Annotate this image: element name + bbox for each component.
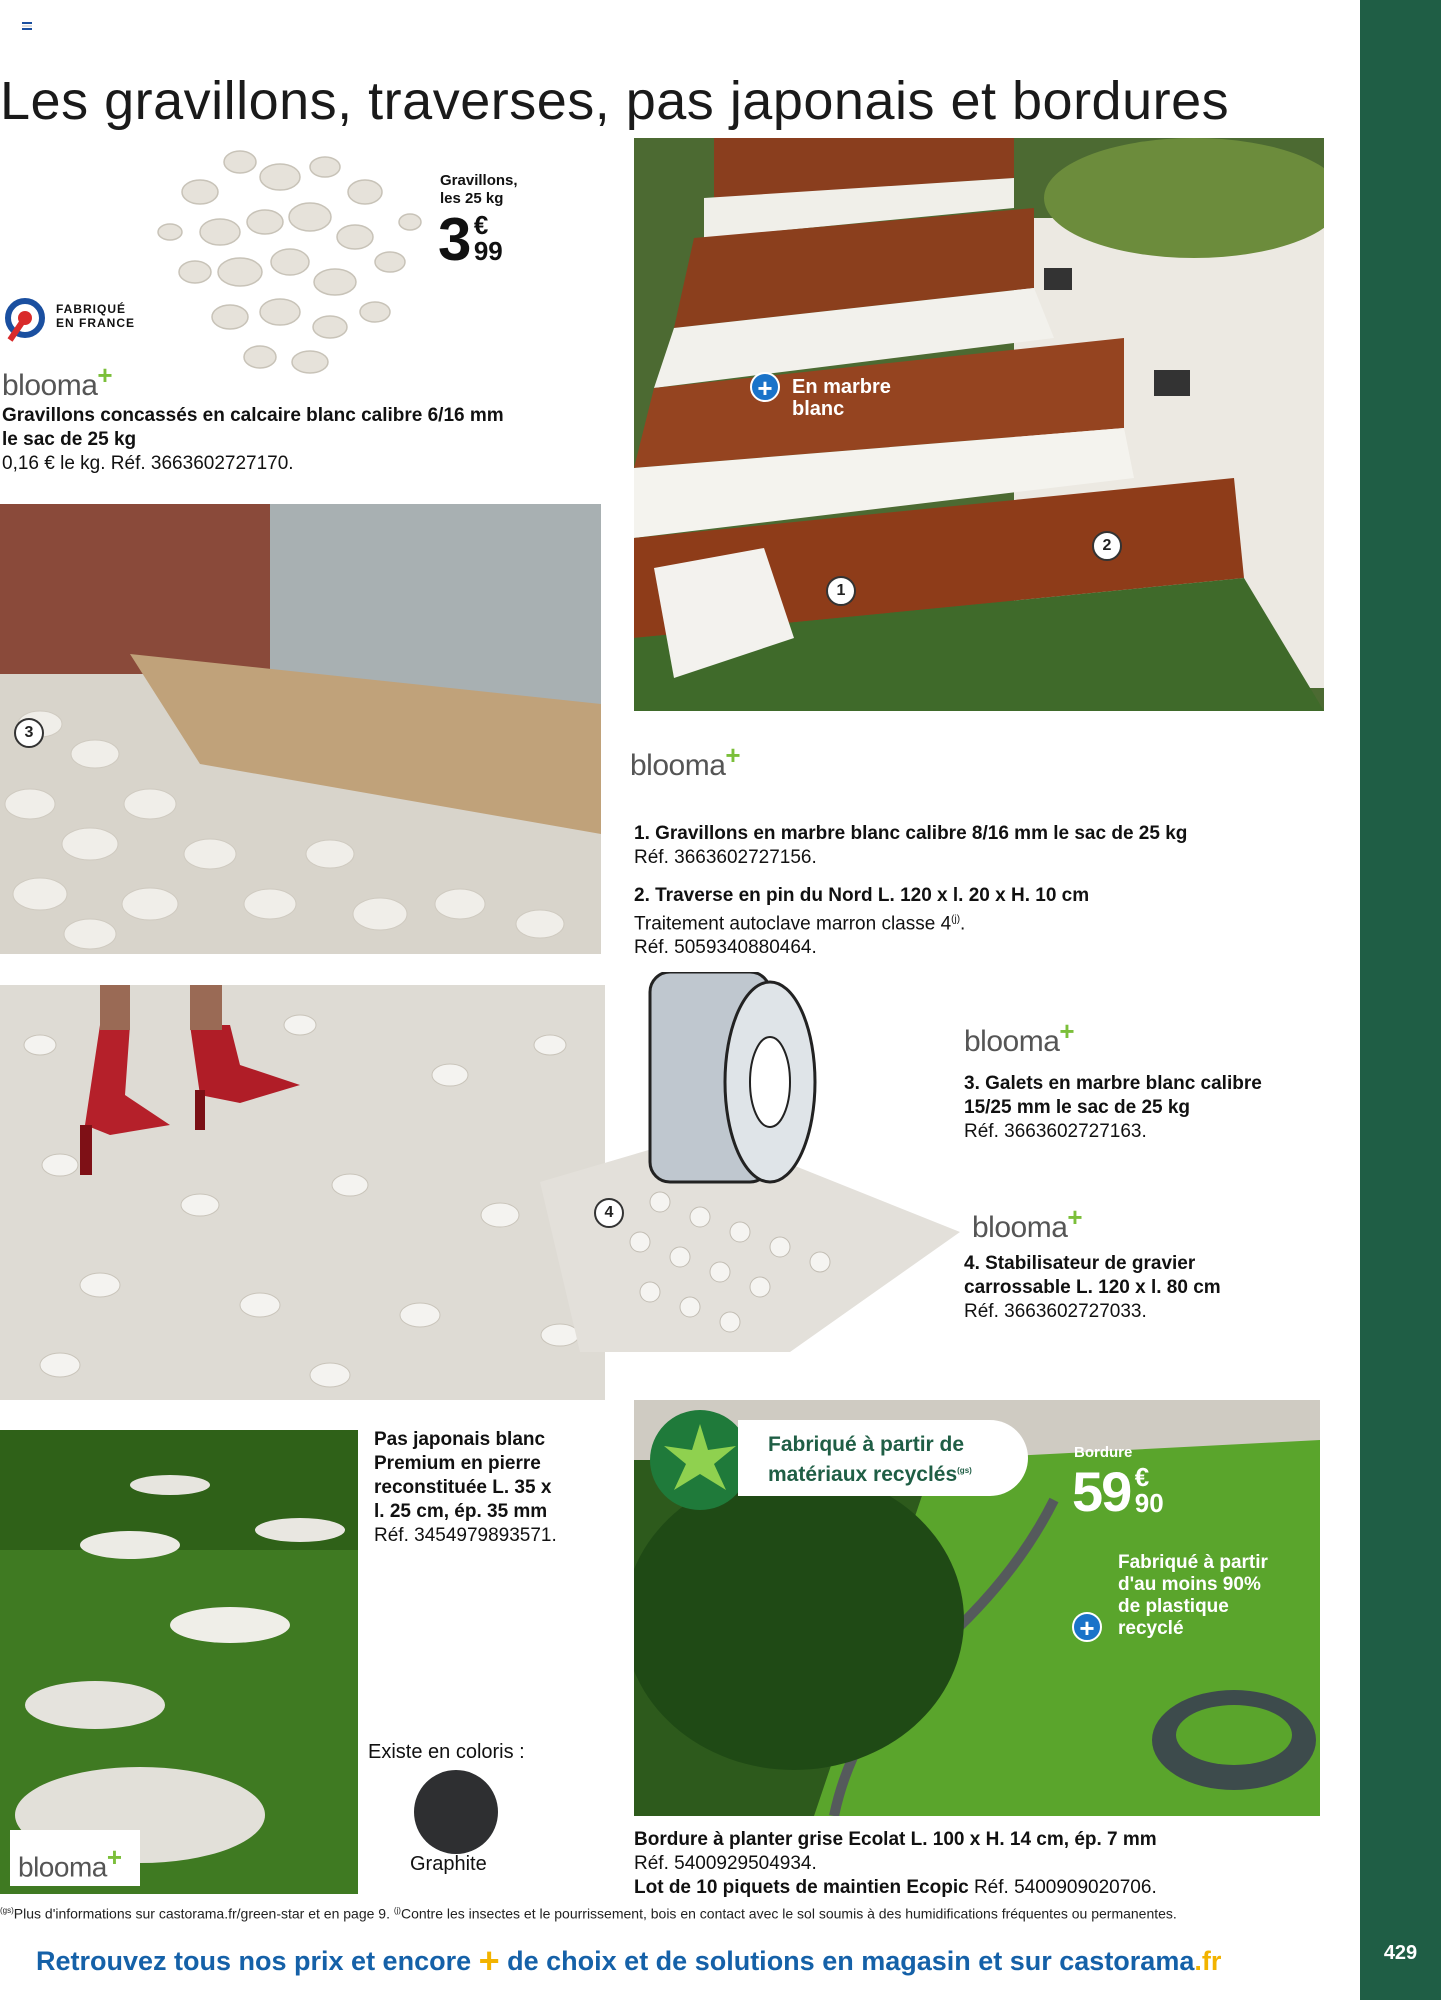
banner-line: Fabriqué à partir de: [768, 1433, 965, 1456]
product-ref: Réf. 3663602727156.: [634, 847, 817, 868]
stairs-illustration: [634, 138, 1324, 711]
green-star-badge: [650, 1410, 750, 1510]
number-badge-1: 1: [826, 576, 856, 606]
price-fraction: [474, 212, 503, 264]
page-title: Les gravillons, traverses, pas japonais et bordures: [0, 71, 1230, 131]
plus-icon: +: [1072, 1612, 1102, 1642]
stepping-stones-illustration: [0, 1430, 358, 1894]
brand-plus-icon: +: [725, 740, 741, 770]
price-label-line: les 25 kg: [440, 190, 504, 207]
gravillons-price-label: [440, 172, 518, 208]
blooma-logo: [972, 1202, 1082, 1245]
badge-line: EN FRANCE: [56, 316, 136, 330]
product-name: l. 25 cm, ép. 35 mm: [374, 1501, 548, 1522]
heels-illustration: [0, 985, 605, 1400]
callout-line: d'au moins 90%: [1118, 1574, 1261, 1595]
stairs-callout: [792, 376, 891, 420]
product-name: Premium en pierre: [374, 1453, 541, 1474]
product-name: 4. Stabilisateur de gravier: [964, 1253, 1196, 1274]
lot-name: Lot de 10 piquets de maintien Ecopic: [634, 1877, 969, 1898]
stepping-stones-photo: [0, 1430, 358, 1894]
product-ref: Réf. 3663602727163.: [964, 1121, 1147, 1142]
number-badge-2: 2: [1092, 531, 1122, 561]
product-name: Bordure à planter grise Ecolat L. 100 x H. 14 cm, ép. 7 mm: [634, 1829, 1157, 1850]
badge-line: FABRIQUÉ: [56, 302, 127, 316]
banner-line: [768, 1458, 972, 1488]
bordure-price-label: Bordure: [1074, 1444, 1133, 1461]
product-name: Gravillons concassés en calcaire blanc calibre 6/16 mm: [2, 405, 504, 426]
brand-name: blooma: [972, 1211, 1068, 1244]
callout-line: de plastique: [1118, 1596, 1229, 1617]
product-ref: Réf. 5400929504934.: [634, 1853, 817, 1874]
footnote-text: Contre les insectes et le pourrissement, bois en contact avec le sol soumis à des humidifications fréquentes ou permanentes.: [400, 1905, 1177, 1922]
item-2: [634, 884, 1334, 960]
gravillons-price: [438, 206, 503, 273]
brand-name: blooma: [2, 369, 98, 402]
plus-icon: +: [750, 372, 780, 402]
price-currency: €: [473, 210, 489, 240]
blooma-logo: [2, 360, 112, 403]
footnote-mark: (j): [951, 914, 961, 925]
star-icon: [650, 1410, 750, 1510]
number-badge-4: 4: [594, 1198, 624, 1228]
stairs-photo: [634, 138, 1324, 711]
product-detail: [634, 908, 1334, 936]
footnote-text: Plus d'informations sur castorama.fr/green-star et en page 9.: [13, 1905, 394, 1922]
callout-line: recyclé: [1118, 1618, 1184, 1639]
footer-text: de choix et de solutions en magasin et sur castorama: [499, 1946, 1195, 1976]
banner-text: matériaux recyclés: [768, 1463, 958, 1486]
brand-plus-icon: +: [97, 360, 113, 390]
pas-japonais-product: [374, 1428, 624, 1548]
callout-line: blanc: [792, 398, 845, 420]
color-name: Graphite: [410, 1853, 487, 1875]
color-swatch-graphite[interactable]: [414, 1770, 498, 1854]
stabiliser-photo: [540, 972, 960, 1352]
recycled-banner: [738, 1420, 1028, 1496]
item-4: [964, 1252, 1344, 1324]
side-band: [1360, 0, 1441, 2000]
brand-name: blooma: [964, 1025, 1060, 1058]
footer-text: Retrouvez tous nos prix et encore: [36, 1946, 479, 1976]
product-ref: Réf. 3454979893571.: [374, 1525, 557, 1546]
lot-ref: Réf. 5400909020706.: [968, 1877, 1157, 1898]
footnote: [0, 1902, 1290, 1923]
stabiliser-illustration: [540, 972, 960, 1352]
lot-line: [634, 1876, 1334, 1900]
detail-text: Traitement autoclave marron classe 4: [634, 913, 952, 935]
footer-plus-icon: +: [478, 1940, 500, 1981]
item-1: [634, 822, 1334, 870]
bordure-product: [634, 1828, 1334, 1900]
callout-line: Fabriqué à partir: [1118, 1552, 1268, 1573]
blooma-logo: [964, 1016, 1074, 1059]
location-pin-icon: [2, 298, 48, 344]
product-ref: Réf. 5059340880464.: [634, 937, 817, 959]
price-label-line: Gravillons,: [440, 172, 518, 189]
footnote-mark: (gs): [0, 1906, 14, 1915]
product-name: reconstituée L. 35 x: [374, 1477, 552, 1498]
bordure-price: [1072, 1462, 1164, 1522]
footnote-mark: (gs): [957, 1466, 972, 1475]
blooma-logo: [630, 740, 740, 783]
price-decimals: 99: [473, 236, 503, 266]
flag-icon: [22, 22, 32, 30]
item-3: [964, 1072, 1344, 1144]
footer-tagline: [36, 1940, 1221, 1982]
detail-end: .: [960, 913, 966, 935]
page-number: 429: [1383, 1942, 1418, 1964]
footer-domain[interactable]: .fr: [1194, 1946, 1222, 1976]
price-fraction: [1135, 1464, 1164, 1516]
gravel-pile-image: [140, 122, 430, 392]
product-name: 1. Gravillons en marbre blanc calibre 8/16 mm le sac de 25 kg: [634, 823, 1188, 844]
brand-name: blooma: [18, 1851, 107, 1883]
price-currency: €: [1134, 1462, 1150, 1492]
product-name: carrossable L. 120 x l. 80 cm: [964, 1277, 1221, 1298]
product-name: 15/25 mm le sac de 25 kg: [964, 1097, 1191, 1118]
product-ref: Réf. 3663602727033.: [964, 1301, 1147, 1322]
brand-plus-icon: +: [1067, 1202, 1083, 1232]
gravel-wall-photo: [0, 504, 601, 954]
product-name: 2. Traverse en pin du Nord L. 120 x l. 20 x H. 10 cm: [634, 885, 1090, 906]
brand-plus-icon: +: [1059, 1016, 1075, 1046]
price-integer: 59: [1072, 1460, 1131, 1523]
price-decimals: 90: [1134, 1488, 1164, 1518]
gravel-heels-photo: [0, 985, 605, 1400]
product-name: 3. Galets en marbre blanc calibre: [964, 1073, 1262, 1094]
product-name: le sac de 25 kg: [2, 429, 137, 450]
number-badge-3: 3: [14, 718, 44, 748]
product-name: Pas japonais blanc: [374, 1429, 546, 1450]
footnote-mark: (j): [393, 1906, 401, 1915]
brand-plus-icon: +: [106, 1842, 122, 1872]
gravillons-product: [2, 404, 602, 476]
price-integer: 3: [438, 206, 470, 273]
blooma-logo: [18, 1842, 122, 1883]
callout-line: En marbre: [792, 376, 891, 398]
gravel-wall-illustration: [0, 504, 601, 954]
brand-name: blooma: [630, 749, 726, 782]
product-detail: 0,16 € le kg. Réf. 3663602727170.: [2, 453, 294, 474]
bordure-callout: [1118, 1552, 1268, 1640]
colors-label: Existe en coloris :: [368, 1741, 525, 1763]
